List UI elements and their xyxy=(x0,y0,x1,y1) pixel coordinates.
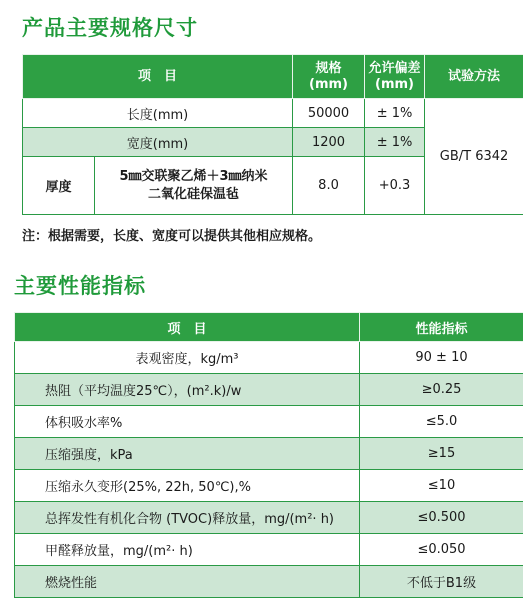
perf-row-value: ≤5.0 xyxy=(360,406,523,438)
spec-thickness-spec: 8.0 xyxy=(293,157,365,215)
perf-row-label: 体积吸水率% xyxy=(15,406,360,438)
perf-row-value: ≤0.050 xyxy=(360,534,523,566)
table-row xyxy=(15,406,523,438)
perf-row-value: ≥0.25 xyxy=(360,374,523,406)
perf-row-label: 压缩永久变形(25%, 22h, 50℃),% xyxy=(15,470,360,502)
spec-row-spec: 1200 xyxy=(293,128,365,157)
perf-row-label: 燃烧性能 xyxy=(15,566,360,598)
perf-row-label: 表观密度，kg/m³ xyxy=(15,342,360,374)
spec-header-item: 项 目 xyxy=(23,55,293,99)
table-row xyxy=(15,438,523,470)
spec-thickness-label: 厚度 xyxy=(23,157,95,215)
spec-thickness-desc: 5㎜交联聚乙烯＋3㎜纳米 二氧化硅保温毡 xyxy=(95,157,293,215)
spec-section-title: 产品主要规格尺寸 xyxy=(22,12,198,42)
spec-header-spec: 规格 (mm) xyxy=(293,55,365,99)
spec-row-label: 长度(mm) xyxy=(23,99,293,128)
table-row xyxy=(15,470,523,502)
spec-table xyxy=(22,54,523,215)
table-row xyxy=(15,534,523,566)
perf-row-label: 热阻（平均温度25℃），(m².k)/w xyxy=(15,374,360,406)
spec-test-method: GB/T 6342 xyxy=(425,99,523,215)
perf-row-value: 90 ± 10 xyxy=(360,342,523,374)
perf-row-label: 甲醛释放量，mg/(m²· h) xyxy=(15,534,360,566)
perf-header-value: 性能指标 xyxy=(360,313,523,342)
spec-header-tolerance: 允许偏差 (mm) xyxy=(365,55,425,99)
performance-section-title: 主要性能指标 xyxy=(14,270,146,300)
perf-row-label: 总挥发性有机化合物 (TVOC)释放量，mg/(m²· h) xyxy=(15,502,360,534)
table-row xyxy=(15,374,523,406)
spec-thickness-tolerance: +0.3 xyxy=(365,157,425,215)
spec-row-length xyxy=(23,99,523,128)
table-row xyxy=(15,502,523,534)
perf-row-value: ≤10 xyxy=(360,470,523,502)
performance-table xyxy=(14,312,523,598)
spec-note: 注：根据需要，长度、宽度可以提供其他相应规格。 xyxy=(22,225,321,244)
spec-row-spec: 50000 xyxy=(293,99,365,128)
perf-row-value: 不低于B1级 xyxy=(360,566,523,598)
table-row xyxy=(15,342,523,374)
perf-row-label: 压缩强度，kPa xyxy=(15,438,360,470)
perf-header-item: 项 目 xyxy=(15,313,360,342)
spec-header-method: 试验方法 xyxy=(425,55,523,99)
perf-row-value: ≥15 xyxy=(360,438,523,470)
perf-row-value: ≤0.500 xyxy=(360,502,523,534)
spec-row-tolerance: ± 1% xyxy=(365,128,425,157)
spec-row-tolerance: ± 1% xyxy=(365,99,425,128)
spec-row-label: 宽度(mm) xyxy=(23,128,293,157)
